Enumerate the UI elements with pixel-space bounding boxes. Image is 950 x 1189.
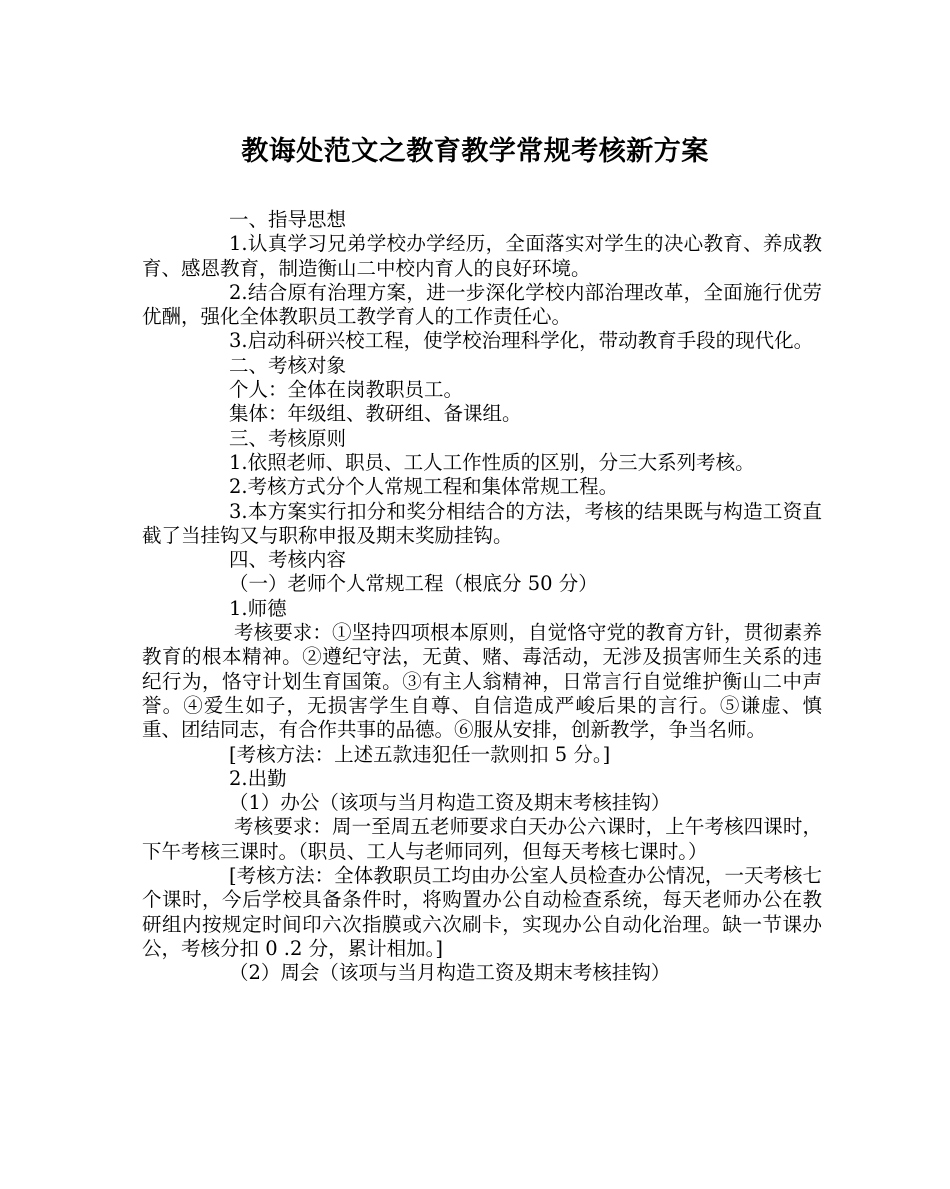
paragraph: 个人：全体在岗教职员工。: [229, 378, 464, 402]
heading-assessment-principles: 三、考核原则: [229, 426, 347, 450]
paragraph: 集体：年级组、教研组、备课组。: [229, 402, 522, 426]
paragraph: 3.本方案实行扣分和奖分相结合的方法，考核的结果既与构造工资直截了当挂钩又与职称申报及期末奖励挂钩。: [142, 499, 822, 547]
paragraph: 2.结合原有治理方案，进一步深化学校内部治理改革，全面施行优劳优酬，强化全体教职员工教学育人的工作责任心。: [142, 280, 822, 329]
paragraph: [考核方法：全体教职员工均由办公室人员检查办公情况，一天考核七个课时，今后学校具备条件时，将购置办公自动检查系统，每天老师办公在教研组内按规定时间印六次指膜或六次刷卡，实现办公自动化治理。缺一节课办公，考核分扣 0 .2 分，累计相加。]: [142, 864, 822, 960]
subheading-office: （1）办公（该项与当月构造工资及期末考核挂钩）: [229, 791, 671, 815]
paragraph: 考核要求：周一至周五老师要求白天办公六课时，上午考核四课时，下午考核三课时。（职员、工人与老师同列，但每天考核七课时。）: [142, 815, 822, 863]
heading-guiding-ideology: 一、指导思想: [229, 208, 347, 231]
paragraph: 1.认真学习兄弟学校办学经历，全面落实对学生的决心教育、养成教育、感恩教育，制造衡山二中校内育人的良好环境。: [142, 232, 822, 280]
document-title: 教诲处范文之教育教学常规考核新方案: [241, 136, 709, 167]
document-body: [142, 208, 822, 986]
paragraph: 3.启动科研兴校工程，使学校治理科学化，带动教育手段的现代化。: [229, 329, 814, 353]
paragraph: [考核方法：上述五款违犯任一款则扣 5 分。]: [229, 742, 611, 766]
paragraph: 2.考核方式分个人常规工程和集体常规工程。: [229, 475, 619, 499]
subheading-ethics: 1.师德: [229, 596, 287, 620]
paragraph: 考核要求：①坚持四项根本原则，自觉恪守党的教育方针，贯彻素养教育的根本精神。②遵纪守法，无黄、赌、毒活动，无涉及损害师生关系的违纪行为，恪守计划生育国策。③有主人翁精神，日常言行自觉维护衡山二中声誉。④爱生如子，无损害学生自尊、自信造成严峻后果的言行。⑤谦虚、慎重、团结同志，有合作共事的品德。⑥服从安排，创新教学，争当名师。: [142, 621, 822, 742]
paragraph: 1.依照老师、职员、工人工作性质的区别，分三大系列考核。: [229, 450, 755, 474]
subheading-teacher-routine: （一）老师个人常规工程（根底分 50 分）: [229, 572, 598, 596]
heading-assessment-content: 四、考核内容: [229, 548, 347, 572]
subheading-weekly-meeting: （2）周会（该项与当月构造工资及期末考核挂钩）: [229, 961, 671, 985]
subheading-attendance: 2.出勤: [229, 766, 287, 790]
heading-assessment-targets: 二、考核对象: [229, 353, 347, 377]
